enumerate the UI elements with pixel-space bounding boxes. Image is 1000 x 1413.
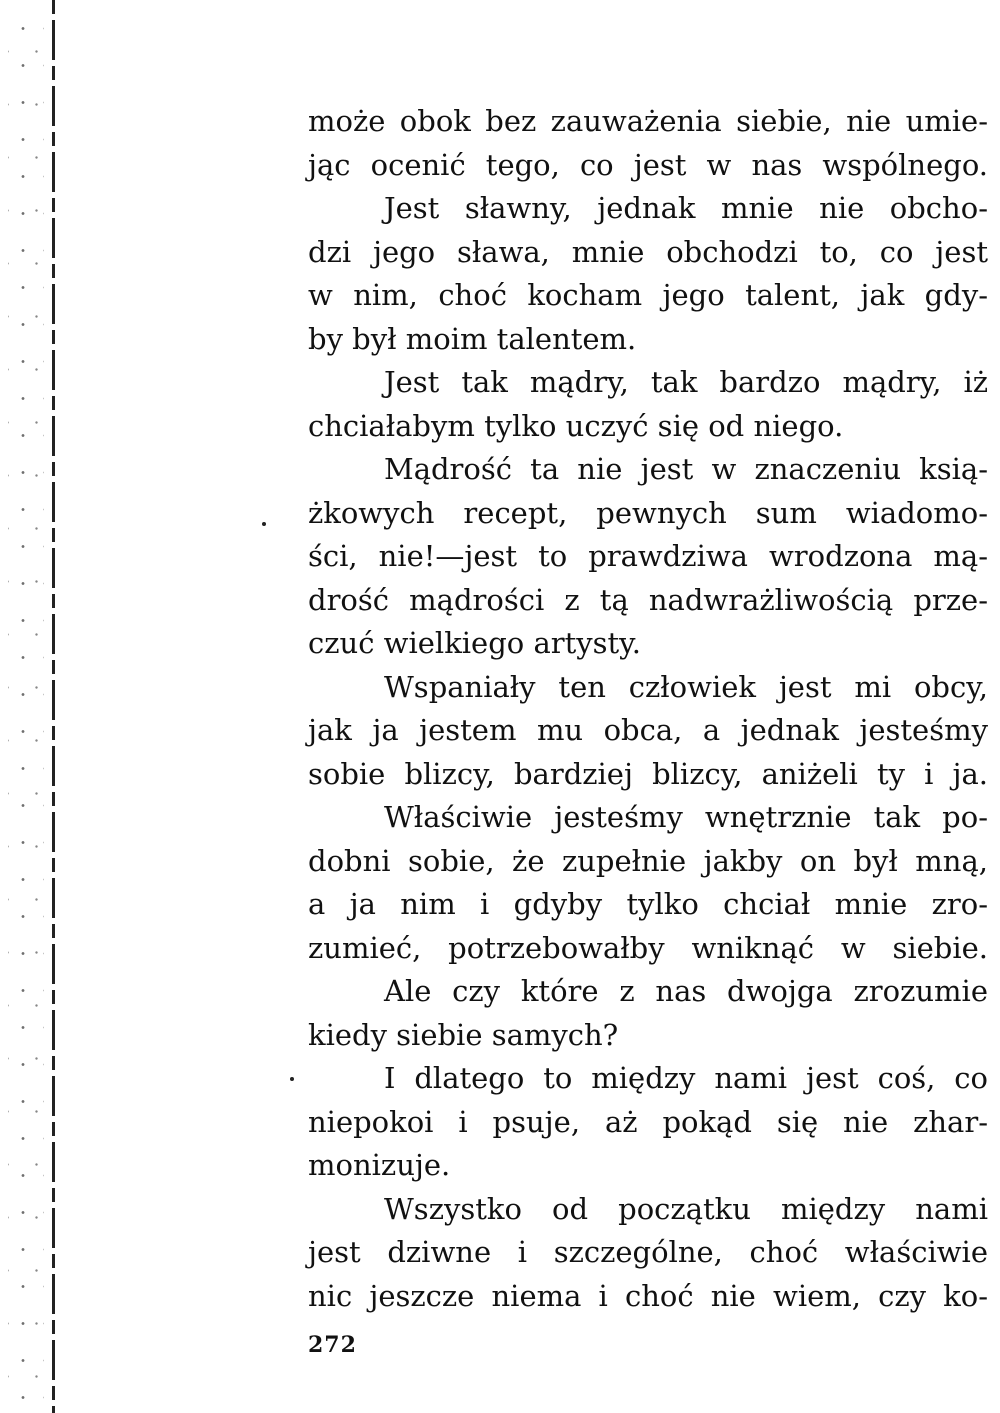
text-line: Wszystko od początku między nami xyxy=(384,1191,988,1226)
binding-edge xyxy=(52,0,55,1413)
text-line: czuć wielkiego artysty. xyxy=(308,626,641,660)
text-line: chciałabym tylko uczyć się od niego. xyxy=(308,408,844,443)
text-line: jąc ocenić tego, co jest w nas wspólnego. xyxy=(308,147,988,182)
page-body-text xyxy=(308,100,988,1318)
text-line: sobie blizcy, bardziej blizcy, aniżeli ty i ja. xyxy=(308,756,988,791)
text-line: nic jeszcze niema i choć nie wiem, czy ko‑ xyxy=(308,1278,988,1313)
text-line: jak ja jestem mu obca, a jednak jesteśmy xyxy=(308,713,988,747)
text-line: niepokoi i psuje, aż pokąd się nie zhar‑ xyxy=(308,1104,988,1139)
text-line: by był moim talentem. xyxy=(308,321,637,356)
text-line: zumieć, potrzebowałby wniknąć w siebie. xyxy=(308,930,988,965)
text-line: dobni sobie, że zupełnie jakby on był mną, xyxy=(308,843,988,878)
text-line: Ale czy które z nas dwojga zrozumie xyxy=(384,974,988,1008)
page-number: 272 xyxy=(308,1332,357,1358)
text-line: może obok bez zauważenia siebie, nie umie‑ xyxy=(308,104,988,138)
text-line: kiedy siebie samych? xyxy=(308,1017,619,1052)
scan-speck xyxy=(290,1077,294,1081)
text-line: I dlatego to między nami jest coś, co xyxy=(384,1061,988,1095)
text-line: Właściwie jesteśmy wnętrznie tak po‑ xyxy=(384,800,988,834)
text-line: monizuje. xyxy=(308,1148,451,1182)
scan-binding-gutter xyxy=(0,0,70,1413)
text-line: Jest sławny, jednak mnie nie obcho‑ xyxy=(384,191,988,225)
text-line: jest dziwne i szczególne, choć właściwie xyxy=(308,1235,988,1269)
scan-speck xyxy=(262,522,266,526)
text-line: a ja nim i gdyby tylko chciał mnie zro‑ xyxy=(308,887,988,921)
text-line: ści, nie!—jest to prawdziwa wrodzona mą‑ xyxy=(308,539,988,573)
scan-noise xyxy=(8,0,44,1413)
text-line: Jest tak mądry, tak bardzo mądry, iż xyxy=(384,365,988,399)
text-line: dzi jego sława, mnie obchodzi to, co jest xyxy=(308,234,988,269)
text-line: Mądrość ta nie jest w znaczeniu ksią‑ xyxy=(384,452,988,486)
text-line: żkowych recept, pewnych sum wiadomo‑ xyxy=(308,495,988,530)
text-line: Wspaniały ten człowiek jest mi obcy, xyxy=(384,669,988,704)
text-line: drość mądrości z tą nadwrażliwością prze‑ xyxy=(308,582,988,617)
text-line: w nim, choć kocham jego talent, jak gdy‑ xyxy=(308,278,988,312)
